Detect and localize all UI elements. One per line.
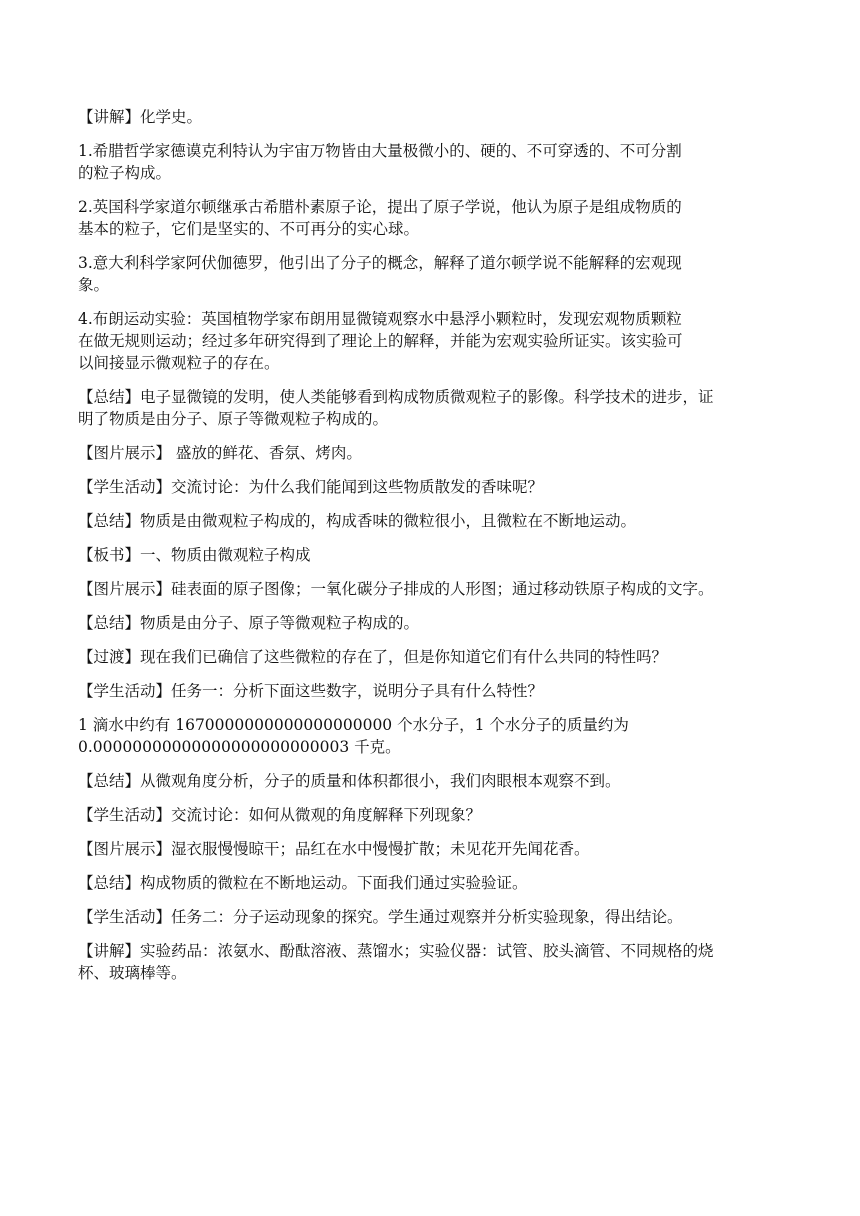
text-line: 3.意大利科学家阿伏伽德罗，他引出了分子的概念，解释了道尔顿学说不能解释的宏观现 bbox=[78, 254, 682, 272]
paragraph bbox=[78, 770, 788, 792]
text-line: 【讲解】实验药品：浓氨水、酚酞溶液、蒸馏水；实验仪器：试管、胶头滴管、不同规格的烧 bbox=[78, 942, 714, 960]
paragraph bbox=[78, 838, 788, 860]
text-line: 【讲解】化学史。 bbox=[78, 108, 203, 126]
paragraph bbox=[78, 680, 788, 702]
text-line: 在做无规则运动；经过多年研究得到了理论上的解释，并能为宏观实验所证实。该实验可 bbox=[78, 332, 683, 350]
paragraph bbox=[78, 476, 788, 498]
text-line: 【板书】一、物质由微观粒子构成 bbox=[78, 546, 311, 564]
text-line: 基本的粒子，它们是坚实的、不可再分的实心球。 bbox=[78, 220, 420, 238]
text-line: 【总结】物质是由分子、原子等微观粒子构成的。 bbox=[78, 614, 420, 632]
paragraph bbox=[78, 940, 788, 984]
paragraph bbox=[78, 252, 788, 296]
text-line: 【总结】从微观角度分析，分子的质量和体积都很小，我们肉眼根本观察不到。 bbox=[78, 772, 621, 790]
text-line: 4.布朗运动实验：英国植物学家布朗用显微镜观察水中悬浮小颗粒时，发现宏观物质颗粒 bbox=[78, 310, 682, 328]
paragraph bbox=[78, 872, 788, 894]
paragraph bbox=[78, 646, 788, 668]
text-line: 1 滴水中约有 1670000000000000000000 个水分子，1 个水分子的质量约为 bbox=[78, 716, 629, 734]
text-line: 杯、玻璃棒等。 bbox=[78, 964, 187, 982]
text-line: 【学生活动】任务二：分子运动现象的探究。学生通过观察并分析实验现象，得出结论。 bbox=[78, 908, 683, 926]
paragraph bbox=[78, 140, 788, 184]
paragraph bbox=[78, 906, 788, 928]
paragraph bbox=[78, 714, 788, 758]
text-line: 【学生活动】交流讨论：为什么我们能闻到这些物质散发的香味呢？ bbox=[78, 478, 544, 496]
text-line: 2.英国科学家道尔顿继承古希腊朴素原子论，提出了原子学说，他认为原子是组成物质的 bbox=[78, 198, 682, 216]
paragraph bbox=[78, 196, 788, 240]
text-line: 以间接显示微观粒子的存在。 bbox=[78, 354, 280, 372]
text-line: 【学生活动】交流讨论：如何从微观的角度解释下列现象？ bbox=[78, 806, 482, 824]
document-body bbox=[78, 106, 788, 996]
text-line: 【总结】电子显微镜的发明，使人类能够看到构成物质微观粒子的影像。科学技术的进步，证 bbox=[78, 388, 714, 406]
text-line: 明了物质是由分子、原子等微观粒子构成的。 bbox=[78, 410, 389, 428]
text-line: 的粒子构成。 bbox=[78, 164, 172, 182]
paragraph bbox=[78, 612, 788, 634]
text-line: 【总结】物质是由微观粒子构成的，构成香味的微粒很小，且微粒在不断地运动。 bbox=[78, 512, 637, 530]
text-line: 1.希腊哲学家德谟克利特认为宇宙万物皆由大量极微小的、硬的、不可穿透的、不可分割 bbox=[78, 142, 682, 160]
paragraph bbox=[78, 544, 788, 566]
text-line: 【图片展示】硅表面的原子图像；一氧化碳分子排成的人形图；通过移动铁原子构成的文字。 bbox=[78, 580, 714, 598]
text-line: 象。 bbox=[78, 276, 110, 294]
text-line: 【图片展示】 盛放的鲜花、香氛、烤肉。 bbox=[78, 444, 362, 462]
paragraph bbox=[78, 510, 788, 532]
text-line: 【图片展示】湿衣服慢慢晾干；品红在水中慢慢扩散；未见花开先闻花香。 bbox=[78, 840, 590, 858]
paragraph bbox=[78, 578, 788, 600]
paragraph bbox=[78, 804, 788, 826]
text-line: 【学生活动】任务一：分析下面这些数字，说明分子具有什么特性？ bbox=[78, 682, 544, 700]
paragraph bbox=[78, 442, 788, 464]
paragraph bbox=[78, 386, 788, 430]
paragraph bbox=[78, 106, 788, 128]
paragraph bbox=[78, 308, 788, 374]
text-line: 【过渡】现在我们已确信了这些微粒的存在了，但是你知道它们有什么共同的特性吗？ bbox=[78, 648, 668, 666]
text-line: 0.00000000000000000000000003 千克。 bbox=[78, 738, 401, 756]
text-line: 【总结】构成物质的微粒在不断地运动。下面我们通过实验验证。 bbox=[78, 874, 528, 892]
